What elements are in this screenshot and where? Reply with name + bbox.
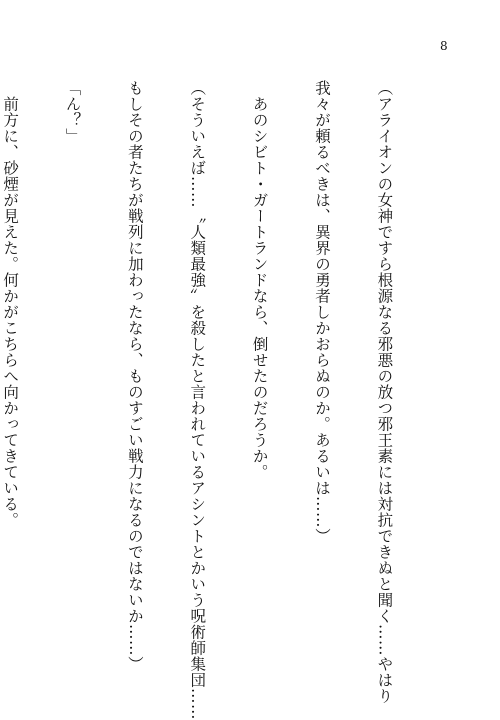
page-number: 8 [440,39,448,53]
text-line: もしその者たちが戦列に加わったなら、ものすごい戦力になるのではないか……） [125,80,144,672]
text-line: （アライオンの女神ですら根源なる邪悪の放つ邪王素には対抗できぬと聞く……やはり [375,80,394,704]
text-line: 前方に、砂煙が見えた。何かがこちらへ向かってきている。 [1,80,20,528]
text-line: 「ん？」 [63,80,82,144]
body-text [1,80,436,720]
text-line: （そういえば……〝人類最強〟を殺したと言われているアシントとかいう呪術師集団…… [188,80,207,720]
text-line: あのシビト・ガートランドなら、倒せたのだろうか。 [250,80,269,480]
text-line: 我々が頼るべきは、異界の勇者しかおらぬのか。あるいは……） [313,80,332,544]
